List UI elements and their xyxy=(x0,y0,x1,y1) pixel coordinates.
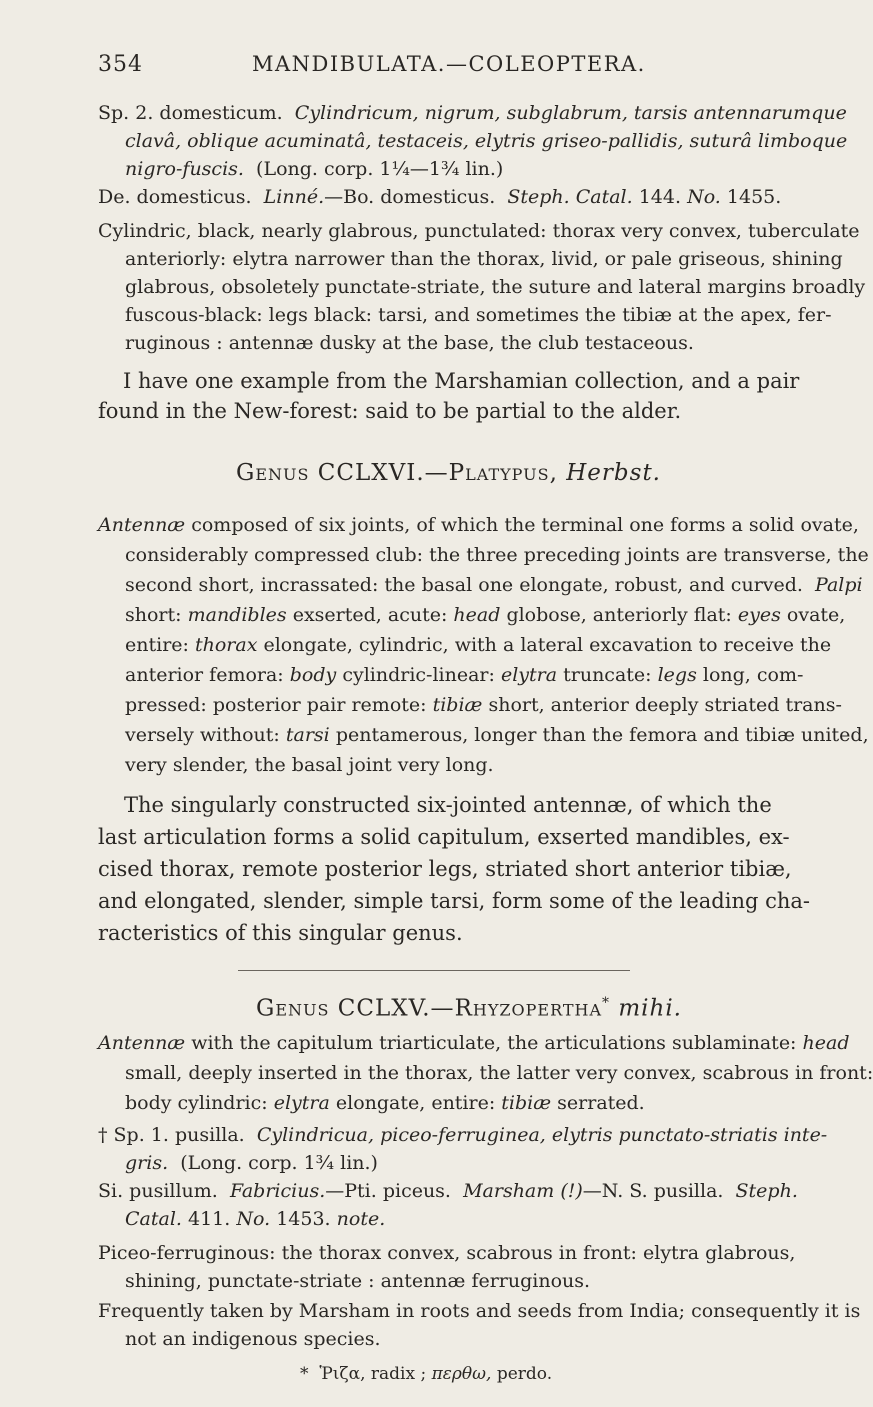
summary-line: and elongated, slender, simple tarsi, form some of the leading cha- xyxy=(98,889,811,913)
summary-line: cised thorax, remote posterior legs, striated short anterior tibiæ, xyxy=(98,857,792,881)
description-line: shining, punctate-striate : antennæ ferruginous. xyxy=(125,1270,591,1292)
species-domesticum-line-3: nigro-fuscis. (Long. corp. 1¼—1¾ lin.) xyxy=(125,158,504,180)
genus-description-line: anterior femora: body cylindric-linear: elytra truncate: legs long, com- xyxy=(125,664,804,686)
description-line: Piceo-ferruginous: the thorax convex, scabrous in front: elytra glabrous, xyxy=(98,1242,796,1264)
summary-line: The singularly constructed six-jointed antennæ, of which the xyxy=(124,793,772,817)
species-domesticum-line-2: clavâ, oblique acuminatâ, testaceis, elytris griseo-pallidis, suturâ limboque xyxy=(125,130,848,152)
note-line: I have one example from the Marshamian collection, and a pair xyxy=(123,369,800,393)
description-line: glabrous, obsoletely punctate-striate, the suture and lateral margins broadly xyxy=(125,276,866,298)
genus-description-line: versely without: tarsi pentamerous, longer than the femora and tibiæ united, xyxy=(125,724,869,746)
footnote: * Ῥιζα, radix ; περθω, perdo. xyxy=(300,1364,553,1384)
note-line: found in the New-forest: said to be partial to the alder. xyxy=(98,399,682,423)
species-pusilla-synonymy: Si. pusillum. Fabricius.—Pti. piceus. Marsham (!)—N. S. pusilla. Steph. xyxy=(98,1180,798,1202)
species-domesticum-line-1: Sp. 2. domesticum. Cylindricum, nigrum, subglabrum, tarsis antennarumque xyxy=(98,102,847,124)
species-domesticum-synonymy: De. domesticus. Linné.—Bo. domesticus. Steph. Catal. 144. No. 1455. xyxy=(98,186,782,208)
genus-heading-platypus: Genus CCLXVI.—Platypus, Herbst. xyxy=(236,460,661,486)
genus-description-line: short: mandibles exserted, acute: head globose, anteriorly flat: eyes ovate, xyxy=(125,604,846,626)
genus-description-line: small, deeply inserted in the thorax, the latter very convex, scabrous in front: xyxy=(125,1062,873,1084)
species-pusilla-synonymy-cont: Catal. 411. No. 1453. note. xyxy=(125,1208,386,1230)
genus-description-line: second short, incrassated: the basal one elongate, robust, and curved. Palpi xyxy=(125,574,863,596)
genus-description-line: very slender, the basal joint very long. xyxy=(125,754,494,776)
genus-description-line: considerably compressed club: the three preceding joints are transverse, the xyxy=(125,544,869,566)
genus-description-line: Antennæ with the capitulum triarticulate, the articulations sublaminate: head xyxy=(98,1032,850,1054)
species-pusilla-line-2: gris. (Long. corp. 1¾ lin.) xyxy=(125,1152,378,1174)
description-line: ruginous : antennæ dusky at the base, the club testaceous. xyxy=(125,332,694,354)
genus-description-line: entire: thorax elongate, cylindric, with a lateral excavation to receive the xyxy=(125,634,832,656)
note-line: not an indigenous species. xyxy=(125,1328,381,1350)
genus-description-line: pressed: posterior pair remote: tibiæ short, anterior deeply striated trans- xyxy=(125,694,842,716)
description-line: anteriorly: elytra narrower than the thorax, livid, or pale griseous, shining xyxy=(125,248,843,270)
genus-description-line: body cylindric: elytra elongate, entire: tibiæ serrated. xyxy=(125,1092,645,1114)
section-divider xyxy=(238,970,630,971)
description-line: fuscous-black: legs black: tarsi, and sometimes the tibiæ at the apex, fer- xyxy=(125,304,832,326)
page-number: 354 xyxy=(98,52,143,77)
description-line: Cylindric, black, nearly glabrous, punctulated: thorax very convex, tuberculate xyxy=(98,220,860,242)
running-header xyxy=(0,52,800,82)
note-line: Frequently taken by Marsham in roots and seeds from India; consequently it is xyxy=(98,1300,861,1322)
summary-line: last articulation forms a solid capitulum, exserted mandibles, ex- xyxy=(98,825,790,849)
genus-description-line: Antennæ composed of six joints, of which the terminal one forms a solid ovate, xyxy=(98,514,859,536)
genus-heading-rhyzopertha: Genus CCLXV.—Rhyzopertha* mihi. xyxy=(256,995,682,1022)
species-pusilla-line-1: † Sp. 1. pusilla. Cylindricua, piceo-ferruginea, elytris punctato-striatis inte- xyxy=(98,1124,828,1146)
summary-line: racteristics of this singular genus. xyxy=(98,921,463,945)
running-title: MANDIBULATA.—COLEOPTERA. xyxy=(252,52,646,76)
